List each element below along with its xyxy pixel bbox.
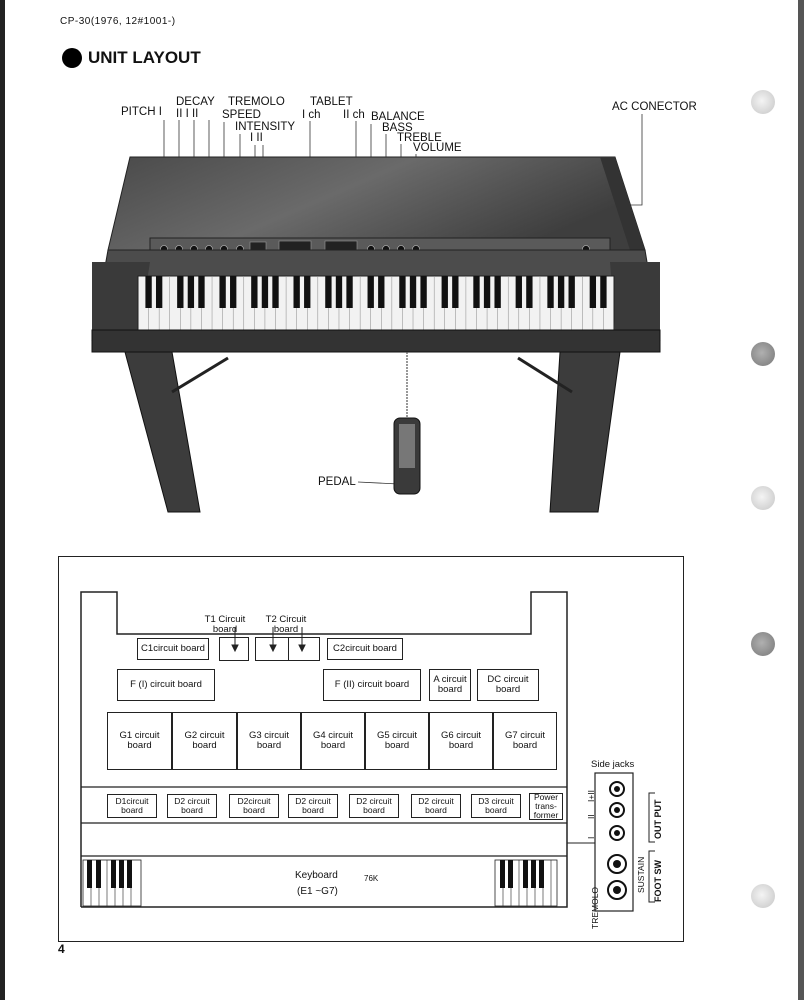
a-circuit-board: A circuit board <box>429 669 471 701</box>
label-speed: SPEED <box>222 109 261 121</box>
dc-circuit-board: DC circuit board <box>477 669 539 701</box>
g1-circuit-board: G1 circuit board <box>107 712 172 770</box>
label-decay: DECAY <box>176 96 215 108</box>
side-jacks-label: Side jacks <box>591 759 635 770</box>
g5-circuit-board: G5 circuit board <box>365 712 429 770</box>
label-balance: BALANCE <box>371 111 425 123</box>
d2-circuit-board-3: D2 circuit board <box>288 794 338 818</box>
page-number: 4 <box>58 942 65 956</box>
d2-circuit-board-5: D2 circuit board <box>411 794 461 818</box>
g3-circuit-board: G3 circuit board <box>237 712 301 770</box>
label-treble: TREBLE <box>397 132 442 144</box>
label-decay-roman: II I II <box>176 108 199 120</box>
t2-circuit-board-a <box>255 637 289 661</box>
t1-circuit-board-label: T1 Circuit board <box>204 614 246 635</box>
label-bass: BASS <box>382 122 413 134</box>
keyboard-range-label: (E1 ~G7) <box>297 886 338 897</box>
g4-circuit-board: G4 circuit board <box>301 712 365 770</box>
g6-circuit-board: G6 circuit board <box>429 712 493 770</box>
label-i-ch: I ch <box>302 109 321 121</box>
keyboard-label: Keyboard <box>295 870 338 881</box>
d1-circuit-board: D1circuit board <box>107 794 157 818</box>
label-intensity: INTENSITY <box>235 121 296 133</box>
page-title-text: UNIT LAYOUT <box>88 48 201 67</box>
circuit-board-layout-diagram <box>58 556 684 942</box>
document-reference: CP-30(1976, 12#1001-) <box>60 16 176 27</box>
t1-circuit-board <box>219 637 249 661</box>
output-label: OUT PUT <box>653 799 663 839</box>
jack-i-ii-label: I+II <box>586 789 596 802</box>
binder-hole-5 <box>751 884 775 908</box>
d2-circuit-board-2: D2circuit board <box>229 794 279 818</box>
t2-circuit-board-label: T2 Circuit board <box>265 614 307 635</box>
jack-ii-label: II <box>586 814 596 819</box>
f2-circuit-board: F (II) circuit board <box>323 669 421 701</box>
t2-circuit-board-b <box>288 637 320 661</box>
g7-circuit-board: G7 circuit board <box>493 712 557 770</box>
label-intensity-roman: I II <box>250 132 263 144</box>
d2-circuit-board-4: D2 circuit board <box>349 794 399 818</box>
g2-circuit-board: G2 circuit board <box>172 712 237 770</box>
power-transformer: Power trans-former <box>529 793 563 820</box>
d3-circuit-board: D3 circuit board <box>471 794 521 818</box>
label-pedal: PEDAL <box>318 476 356 488</box>
sustain-label: SUSTAIN <box>636 856 646 893</box>
jack-i-label: I <box>586 836 596 839</box>
label-ii-ch: II ch <box>343 109 365 121</box>
c1-circuit-board: C1circuit board <box>137 638 209 660</box>
binder-hole-4 <box>751 632 775 656</box>
label-volume: VOLUME <box>413 142 462 154</box>
label-ac-connector: AC CONECTOR <box>612 101 697 113</box>
tremolo-jack-label: TREMOLO <box>590 886 600 929</box>
keyboard-76k-label: 76K <box>364 874 379 883</box>
d2-circuit-board-1: D2 circuit board <box>167 794 217 818</box>
f1-circuit-board: F (I) circuit board <box>117 669 215 701</box>
c2-circuit-board: C2circuit board <box>327 638 403 660</box>
label-pitch: PITCH I <box>121 106 162 118</box>
label-tablet: TABLET <box>310 96 353 108</box>
label-tremolo: TREMOLO <box>228 96 285 108</box>
foot-sw-label: FOOT SW <box>653 860 663 902</box>
